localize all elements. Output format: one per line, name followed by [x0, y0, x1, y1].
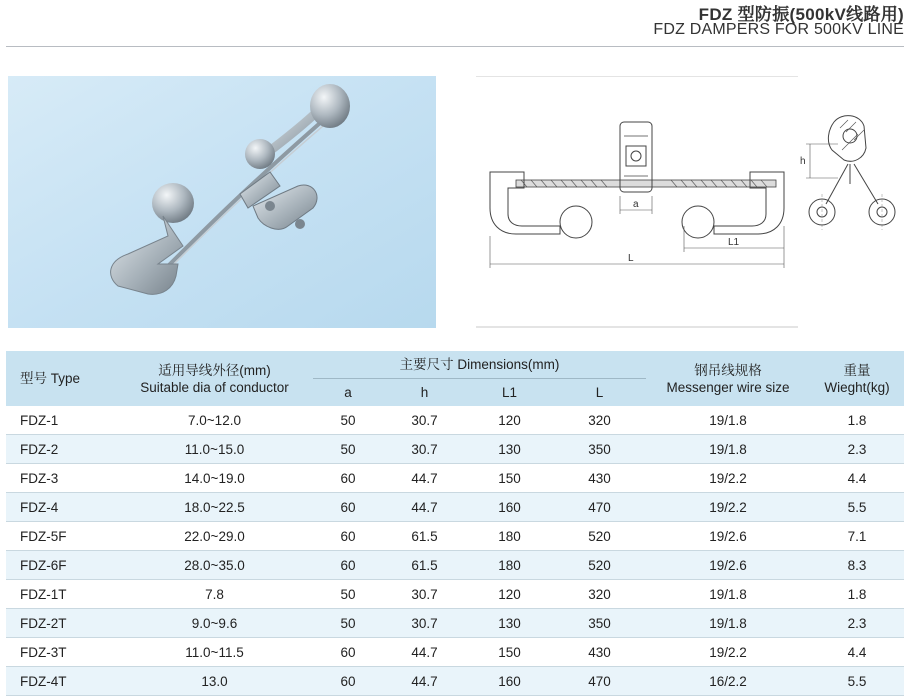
- table-row: [6, 464, 904, 493]
- cell-l: 430: [553, 464, 646, 493]
- cell-l: 430: [553, 638, 646, 667]
- cell-h: 30.7: [383, 435, 466, 464]
- cell-l: 350: [553, 609, 646, 638]
- cell-l1: 150: [466, 464, 553, 493]
- cell-wire: 19/2.2: [646, 638, 810, 667]
- col-header-l: L: [553, 378, 646, 406]
- cell-weight: 5.5: [810, 667, 904, 696]
- cell-weight: 5.5: [810, 493, 904, 522]
- cell-dia: 7.0~12.0: [116, 406, 313, 435]
- cell-l1: 130: [466, 435, 553, 464]
- col-header-h: h: [383, 378, 466, 406]
- cell-l: 520: [553, 522, 646, 551]
- cell-a: 60: [313, 493, 383, 522]
- cell-weight: 4.4: [810, 464, 904, 493]
- cell-l: 320: [553, 406, 646, 435]
- cell-l1: 160: [466, 667, 553, 696]
- cell-dia: 9.0~9.6: [116, 609, 313, 638]
- col-header-wire: [646, 351, 810, 406]
- cell-type: FDZ-1T: [6, 580, 116, 609]
- cell-dia: 18.0~22.5: [116, 493, 313, 522]
- cell-dia: 7.8: [116, 580, 313, 609]
- cell-dia: 14.0~19.0: [116, 464, 313, 493]
- cell-type: FDZ-6F: [6, 551, 116, 580]
- cell-weight: 2.3: [810, 435, 904, 464]
- cell-wire: 19/2.2: [646, 464, 810, 493]
- cell-wire: 19/1.8: [646, 435, 810, 464]
- cell-a: 60: [313, 464, 383, 493]
- cell-l1: 150: [466, 638, 553, 667]
- cell-weight: 8.3: [810, 551, 904, 580]
- dim-label-h: h: [800, 156, 806, 167]
- table-row: [6, 435, 904, 464]
- cell-l: 320: [553, 580, 646, 609]
- cell-type: FDZ-1: [6, 406, 116, 435]
- damper-side-drawing: [798, 100, 906, 260]
- col-header-l1: L1: [466, 378, 553, 406]
- cell-weight: 4.4: [810, 638, 904, 667]
- cell-l: 470: [553, 493, 646, 522]
- cell-type: FDZ-2: [6, 435, 116, 464]
- col-header-weight: [810, 351, 904, 406]
- col-header-wire-en: Messenger wire size: [666, 379, 790, 395]
- cell-h: 44.7: [383, 464, 466, 493]
- col-header-dia: [116, 351, 313, 406]
- cell-l1: 120: [466, 406, 553, 435]
- cell-l1: 120: [466, 580, 553, 609]
- cell-l: 350: [553, 435, 646, 464]
- cell-a: 60: [313, 638, 383, 667]
- cell-h: 61.5: [383, 551, 466, 580]
- cell-h: 30.7: [383, 580, 466, 609]
- cell-wire: 19/2.6: [646, 522, 810, 551]
- cell-type: FDZ-4T: [6, 667, 116, 696]
- cell-h: 30.7: [383, 406, 466, 435]
- col-header-dia-en: Suitable dia of conductor: [140, 379, 289, 395]
- cell-type: FDZ-5F: [6, 522, 116, 551]
- table-row: [6, 667, 904, 696]
- cell-a: 50: [313, 406, 383, 435]
- col-header-weight-cn: 重量: [843, 362, 871, 378]
- cell-l1: 160: [466, 493, 553, 522]
- damper-front-drawing: [476, 76, 798, 328]
- table-row: [6, 580, 904, 609]
- cell-a: 50: [313, 435, 383, 464]
- cell-l1: 180: [466, 522, 553, 551]
- cell-wire: 19/1.8: [646, 406, 810, 435]
- spec-table: [6, 351, 904, 696]
- col-header-weight-en: Wieght(kg): [824, 379, 890, 395]
- col-header-type: 型号 Type: [6, 351, 116, 406]
- header-divider: [6, 46, 904, 47]
- cell-weight: 1.8: [810, 406, 904, 435]
- cell-dia: 22.0~29.0: [116, 522, 313, 551]
- cell-wire: 19/2.6: [646, 551, 810, 580]
- page-title-cn: FDZ 型防振(500kV线路用): [698, 5, 904, 24]
- cell-l1: 130: [466, 609, 553, 638]
- cell-weight: 2.3: [810, 609, 904, 638]
- cell-wire: 19/2.2: [646, 493, 810, 522]
- cell-type: FDZ-3: [6, 464, 116, 493]
- cell-dia: 13.0: [116, 667, 313, 696]
- col-header-dims: 主要尺寸 Dimensions(mm): [313, 351, 646, 378]
- cell-a: 60: [313, 522, 383, 551]
- table-row: [6, 638, 904, 667]
- table-row: [6, 522, 904, 551]
- cell-type: FDZ-4: [6, 493, 116, 522]
- cell-h: 61.5: [383, 522, 466, 551]
- cell-a: 50: [313, 609, 383, 638]
- cell-a: 60: [313, 667, 383, 696]
- cell-h: 30.7: [383, 609, 466, 638]
- cell-wire: 19/1.8: [646, 609, 810, 638]
- cell-l1: 180: [466, 551, 553, 580]
- dim-label-l: L: [628, 253, 634, 264]
- cell-dia: 11.0~11.5: [116, 638, 313, 667]
- cell-a: 60: [313, 551, 383, 580]
- dim-label-a: a: [633, 199, 639, 210]
- dim-label-l1: L1: [728, 237, 740, 248]
- cell-a: 50: [313, 580, 383, 609]
- col-header-wire-cn: 钢吊线规格: [694, 362, 762, 378]
- cell-weight: 7.1: [810, 522, 904, 551]
- col-header-a: a: [313, 378, 383, 406]
- table-row: [6, 406, 904, 435]
- table-row: [6, 493, 904, 522]
- cell-dia: 11.0~15.0: [116, 435, 313, 464]
- cell-l: 470: [553, 667, 646, 696]
- cell-h: 44.7: [383, 667, 466, 696]
- cell-l: 520: [553, 551, 646, 580]
- table-row: [6, 609, 904, 638]
- cell-h: 44.7: [383, 493, 466, 522]
- cell-wire: 16/2.2: [646, 667, 810, 696]
- cell-weight: 1.8: [810, 580, 904, 609]
- cell-type: FDZ-2T: [6, 609, 116, 638]
- table-row: [6, 551, 904, 580]
- cell-wire: 19/1.8: [646, 580, 810, 609]
- col-header-dia-cn: 适用导线外径(mm): [158, 362, 271, 378]
- page-title-en: FDZ DAMPERS FOR 500KV LINE: [653, 21, 904, 38]
- cell-type: FDZ-3T: [6, 638, 116, 667]
- cell-dia: 28.0~35.0: [116, 551, 313, 580]
- damper-photo: [8, 76, 436, 328]
- cell-h: 44.7: [383, 638, 466, 667]
